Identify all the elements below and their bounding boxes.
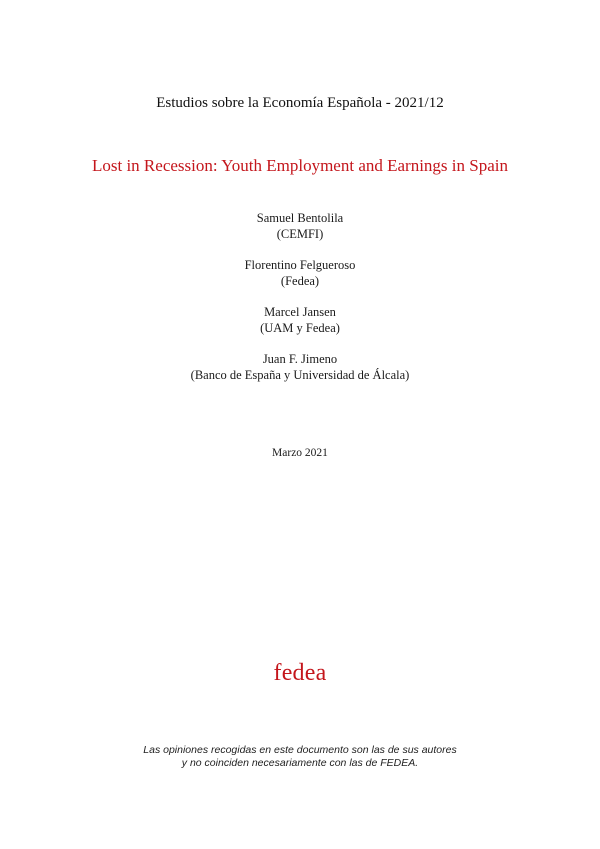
author-name: Samuel Bentolila bbox=[256, 211, 344, 225]
author-affiliation: (Fedea) bbox=[280, 274, 320, 288]
author-list bbox=[0, 210, 600, 398]
author-entry bbox=[0, 210, 600, 242]
disclaimer-line: y no coinciden necesariamente con las de FEDEA. bbox=[181, 757, 419, 769]
author-affiliation: (UAM y Fedea) bbox=[260, 321, 340, 335]
fedea-logo: fedea bbox=[273, 660, 327, 686]
author-entry bbox=[0, 304, 600, 336]
disclaimer bbox=[0, 744, 600, 770]
paper-title: Lost in Recession: Youth Employment and Earnings in Spain bbox=[91, 156, 508, 175]
author-name: Marcel Jansen bbox=[264, 305, 336, 319]
publication-date: Marzo 2021 bbox=[272, 447, 328, 459]
author-affiliation: (Banco de España y Universidad de Álcala) bbox=[190, 368, 410, 382]
author-name: Florentino Felgueroso bbox=[244, 258, 356, 272]
author-entry bbox=[0, 351, 600, 383]
author-affiliation: (CEMFI) bbox=[276, 227, 324, 241]
series-title: Estudios sobre la Economía Española - 2021/12 bbox=[156, 95, 444, 111]
author-entry bbox=[0, 257, 600, 289]
disclaimer-line: Las opiniones recogidas en este documento son las de sus autores bbox=[143, 744, 457, 756]
author-name: Juan F. Jimeno bbox=[262, 352, 338, 366]
